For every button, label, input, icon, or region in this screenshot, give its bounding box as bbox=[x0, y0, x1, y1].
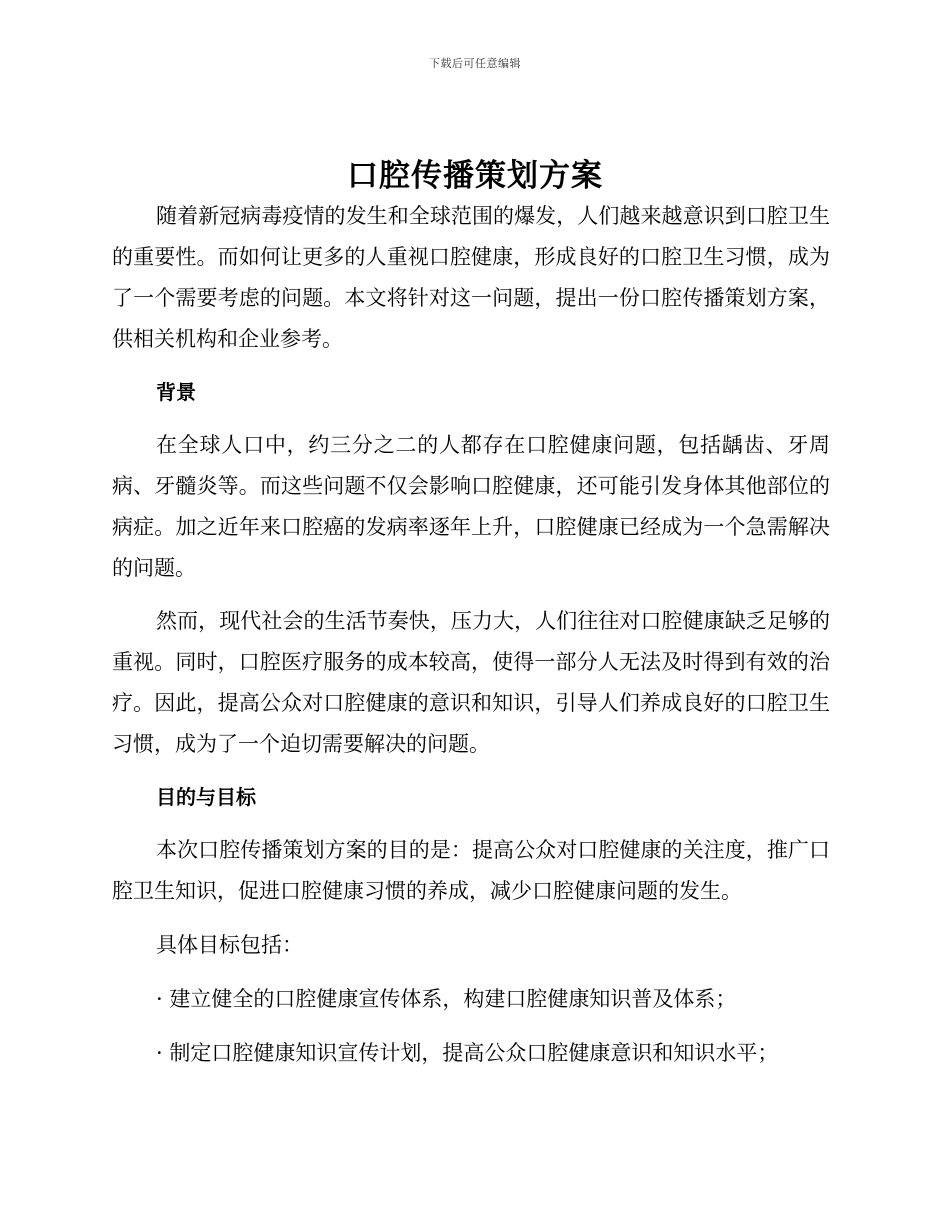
header-note: 下载后可任意编辑 bbox=[429, 57, 521, 70]
intro-paragraph: 随着新冠病毒疫情的发生和全球范围的爆发，人们越来越意识到口腔卫生的重要性。而如何让更多的人重视口腔健康，形成良好的口腔卫生习惯，成为了一个需要考虑的问题。本文将针对这一问题，提出一份口腔传播策划方案，供相关机构和企业参考。 bbox=[112, 204, 830, 351]
background-paragraph-1: 在全球人口中，约三分之二的人都存在口腔健康问题，包括龋齿、牙周病、牙髓炎等。而这些问题不仅会影响口腔健康，还可能引发身体其他部位的病症。加之近年来口腔癌的发病率逐年上升，口腔健康已经成为一个急需解决的问题。 bbox=[112, 433, 830, 580]
document-title: 口腔传播策划方案 bbox=[347, 158, 603, 194]
document-body bbox=[112, 196, 830, 1074]
goals-list-intro: 具体目标包括： bbox=[156, 933, 303, 957]
background-paragraph-2: 然而，现代社会的生活节奏快，压力大，人们往往对口腔健康缺乏足够的重视。同时，口腔医疗服务的成本较高，使得一部分人无法及时得到有效的治疗。因此，提高公众对口腔健康的意识和知识，引导人们养成良好的口腔卫生习惯，成为了一个迫切需要解决的问题。 bbox=[112, 609, 830, 756]
goals-paragraph: 本次口腔传播策划方案的目的是：提高公众对口腔健康的关注度，推广口腔卫生知识，促进口腔健康习惯的养成，减少口腔健康问题的发生。 bbox=[112, 838, 830, 903]
list-item: · 建立健全的口腔健康宣传体系，构建口腔健康知识普及体系； bbox=[156, 987, 737, 1011]
section-heading-goals: 目的与目标 bbox=[156, 785, 256, 809]
section-heading-background: 背景 bbox=[156, 380, 196, 404]
list-item: · 制定口腔健康知识宣传计划，提高公众口腔健康意识和知识水平； bbox=[156, 1041, 779, 1065]
